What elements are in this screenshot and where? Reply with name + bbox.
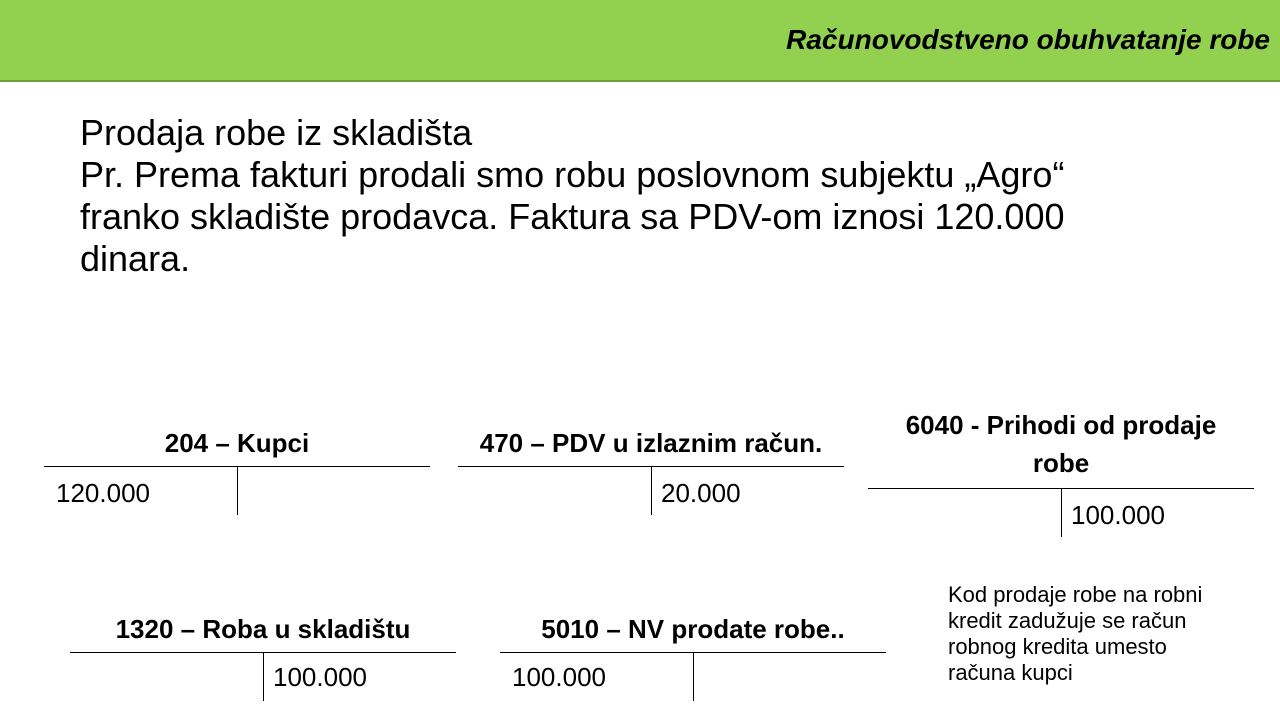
credit-value: 100.000 <box>273 662 367 692</box>
account-vertical-line <box>693 653 694 701</box>
t-account-204 <box>44 424 430 520</box>
account-vertical-line <box>1061 489 1062 537</box>
account-title: 1320 – Roba u skladištu <box>115 614 411 644</box>
note-line: računa kupci <box>948 660 1073 685</box>
t-account-5010 <box>500 610 886 706</box>
account-title: 6040 - Prihodi od prodaje <box>905 410 1217 440</box>
t-account-1320 <box>70 610 456 706</box>
slide-title: Računovodstveno obuhvatanje robe <box>786 24 1270 55</box>
account-title: 204 – Kupci <box>164 428 310 458</box>
credit-value: 20.000 <box>661 478 741 508</box>
debit-value: 100.000 <box>512 662 606 692</box>
t-account-6040 <box>868 406 1254 540</box>
note-line: kredit zadužuje se račun <box>948 608 1187 633</box>
text-line: Prodaja robe iz skladišta <box>80 112 473 153</box>
t-account-470 <box>458 424 844 520</box>
account-title: 5010 – NV prodate robe.. <box>541 614 845 644</box>
account-title: robe <box>1032 448 1090 478</box>
text-line: franko skladište prodavca. Faktura sa PDV-om iznosi 120.000 <box>80 196 1065 237</box>
account-vertical-line <box>651 467 652 515</box>
example-text <box>80 112 1230 280</box>
text-line: Pr. Prema fakturi prodali smo robu poslovnom subjektu „Agro“ <box>80 154 1065 195</box>
debit-value: 120.000 <box>56 478 150 508</box>
account-title: 470 – PDV u izlaznim račun. <box>479 428 823 458</box>
header-bar <box>0 0 1280 82</box>
account-vertical-line <box>237 467 238 515</box>
credit-value: 100.000 <box>1071 500 1165 530</box>
note-line: Kod prodaje robe na robni <box>948 582 1203 607</box>
note-line: robnog kredita umesto <box>948 634 1167 659</box>
note-text <box>948 582 1248 686</box>
account-vertical-line <box>263 653 264 701</box>
text-line: dinara. <box>80 238 191 279</box>
